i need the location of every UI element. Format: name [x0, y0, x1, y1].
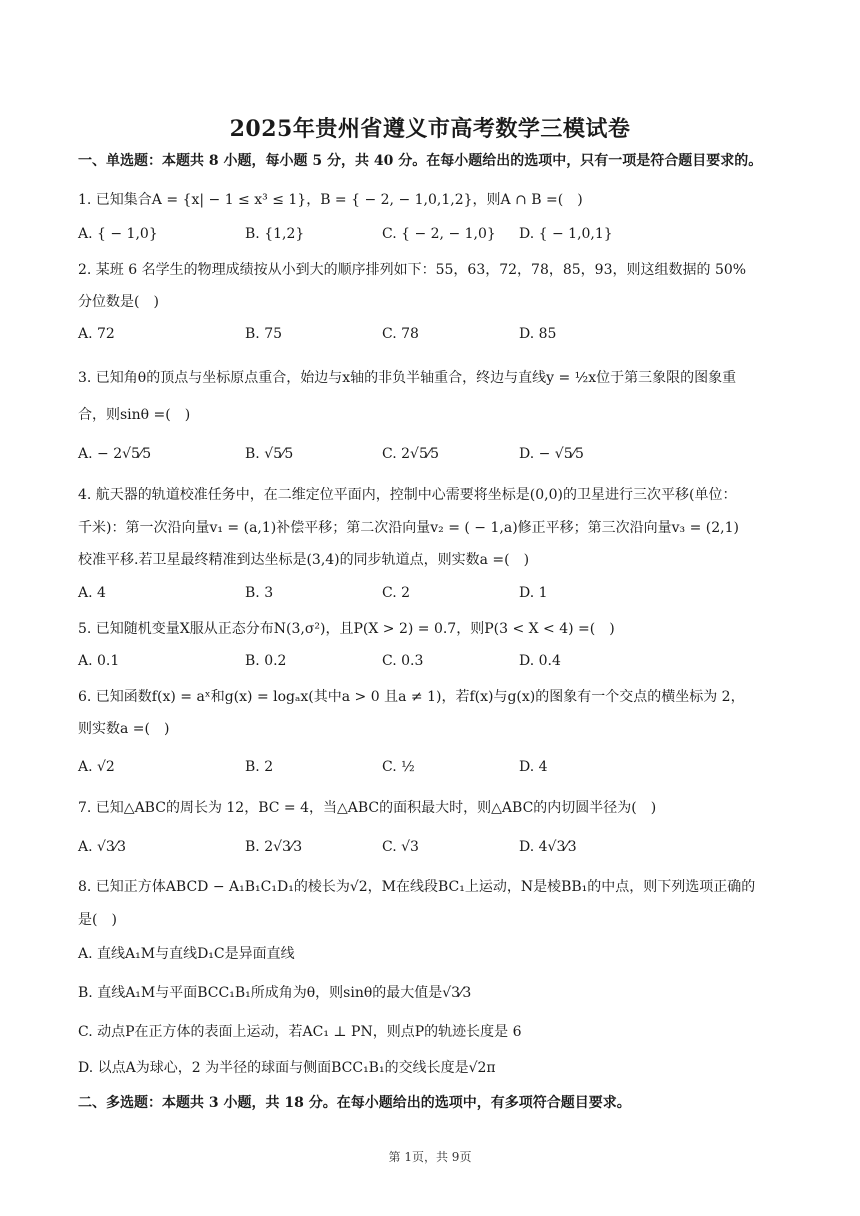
question-8-stem-cont: 是( ): [78, 912, 117, 928]
section-multiple-choice-heading: 二、多选题：本题共 3 小题，共 18 分。在每小题给出的选项中，有多项符合题目要求。: [78, 1095, 631, 1111]
question-4-stem: 4. 航天器的轨道校准任务中，在二维定位平面内，控制中心需要将坐标是(0,0)的卫星进行三次平移(单位：: [78, 487, 737, 503]
question-5-option-a: A. 0.1: [78, 653, 120, 669]
question-4-stem-cont-1: 千米)：第一次沿向量v₁ = (a,1)补偿平移；第二次沿向量v₂ = ( − 1,a)修正平移；第三次沿向量v₃ = (2,1): [78, 520, 739, 536]
question-2-option-d: D. 85: [519, 326, 557, 342]
section-single-choice-heading: 一、单选题：本题共 8 小题，每小题 5 分，共 40 分。在每小题给出的选项中，只有一项是符合题目要求的。: [78, 153, 763, 169]
question-7-option-c: C. √3: [382, 839, 419, 855]
question-2-stem-cont: 分位数是( ): [78, 294, 159, 310]
question-6-option-d: D. 4: [519, 759, 548, 775]
question-4-option-c: C. 2: [382, 585, 411, 601]
question-6-option-b: B. 2: [245, 759, 274, 775]
question-7-options: [78, 839, 798, 861]
question-7-option-b: B. 2√3⁄3: [245, 839, 303, 855]
question-3-option-b: B. √5⁄5: [245, 446, 294, 462]
question-8-option-a: A. 直线A₁M与直线D₁C是异面直线: [78, 946, 295, 962]
question-2-option-b: B. 75: [245, 326, 283, 342]
question-4-option-d: D. 1: [519, 585, 548, 601]
question-2-stem: 2. 某班 6 名学生的物理成绩按从小到大的顺序排列如下：55，63，72，78，85，93，则这组数据的 50%: [78, 262, 747, 278]
question-5-options: [78, 653, 798, 675]
question-6-stem-cont: 则实数a =( ): [78, 721, 170, 737]
question-1-stem: 1. 已知集合A = {x| − 1 ≤ x³ ≤ 1}，B = { − 2, − 1,0,1,2}，则A ∩ B =( ): [78, 192, 583, 208]
question-4-option-b: B. 3: [245, 585, 274, 601]
question-4-options: [78, 585, 798, 607]
question-4-option-a: A. 4: [78, 585, 106, 601]
question-6-option-c: C. ½: [382, 759, 415, 775]
question-5-option-c: C. 0.3: [382, 653, 424, 669]
question-3-stem-cont: 合，则sinθ =( ): [78, 407, 191, 423]
question-5-option-d: D. 0.4: [519, 653, 561, 669]
exam-title: 2025年贵州省遵义市高考数学三模试卷: [229, 116, 631, 142]
question-2-option-a: A. 72: [78, 326, 115, 342]
question-3-option-a: A. − 2√5⁄5: [78, 446, 152, 462]
question-5-option-b: B. 0.2: [245, 653, 287, 669]
question-1-option-c: C. { − 2, − 1,0}: [382, 226, 496, 242]
question-3-options: [78, 446, 798, 468]
question-8-option-d: D. 以点A为球心，2 为半径的球面与侧面BCC₁B₁的交线长度是√2π: [78, 1060, 496, 1076]
question-6-option-a: A. √2: [78, 759, 115, 775]
question-8-stem: 8. 已知正方体ABCD − A₁B₁C₁D₁的棱长为√2，M在线段BC₁上运动，N是棱BB₁的中点，则下列选项正确的: [78, 879, 756, 895]
question-2-option-c: C. 78: [382, 326, 419, 342]
question-1-option-b: B. {1,2}: [245, 226, 305, 242]
question-1-option-d: D. { − 1,0,1}: [519, 226, 613, 242]
question-6-options: [78, 759, 798, 781]
question-8-option-b: B. 直线A₁M与平面BCC₁B₁所成角为θ，则sinθ的最大值是√3⁄3: [78, 985, 472, 1001]
question-1-option-a: A. { − 1,0}: [78, 226, 158, 242]
page-footer: 第 1页，共 9页: [388, 1150, 472, 1164]
question-7-option-a: A. √3⁄3: [78, 839, 127, 855]
question-3-option-d: D. − √5⁄5: [519, 446, 584, 462]
question-3-stem: 3. 已知角θ的顶点与坐标原点重合，始边与x轴的非负半轴重合，终边与直线y = ½x位于第三象限的图象重: [78, 370, 737, 386]
question-5-stem: 5. 已知随机变量X服从正态分布N(3,σ²)，且P(X > 2) = 0.7，则P(3 < X < 4) =( ): [78, 621, 615, 637]
question-1-options: [78, 226, 798, 248]
question-3-option-c: C. 2√5⁄5: [382, 446, 440, 462]
question-2-options: [78, 326, 798, 348]
question-8-option-c: C. 动点P在正方体的表面上运动，若AC₁ ⊥ PN，则点P的轨迹长度是 6: [78, 1024, 522, 1040]
question-6-stem: 6. 已知函数f(x) = aˣ和g(x) = logₐx(其中a > 0 且a ≠ 1)，若f(x)与g(x)的图象有一个交点的横坐标为 2，: [78, 689, 745, 705]
question-4-stem-cont-2: 校准平移.若卫星最终精准到达坐标是(3,4)的同步轨道点，则实数a =( ): [78, 552, 530, 568]
question-7-option-d: D. 4√3⁄3: [519, 839, 577, 855]
question-7-stem: 7. 已知△ABC的周长为 12，BC = 4，当△ABC的面积最大时，则△ABC的内切圆半径为( ): [78, 800, 657, 816]
